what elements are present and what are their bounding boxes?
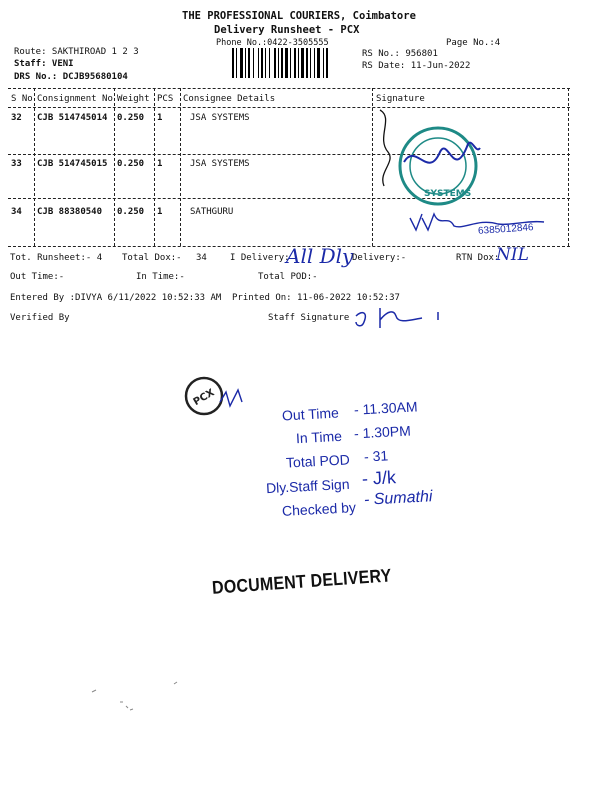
barcode-bar — [269, 48, 270, 78]
barcode-bar — [232, 48, 234, 78]
row-consignee: JSA SYSTEMS — [190, 113, 250, 123]
row-pcs: 1 — [157, 207, 163, 217]
header-weight: Weight — [117, 94, 150, 104]
staff-signature — [352, 306, 452, 330]
col-divider — [34, 88, 35, 246]
header-sno: S No — [11, 94, 33, 104]
barcode-bar — [314, 48, 315, 78]
hw-total-pod-value: - 31 — [363, 447, 389, 465]
company-title: THE PROFESSIONAL COURIERS, Coimbatore — [182, 10, 416, 22]
row-weight: 0.250 — [117, 207, 145, 217]
pcx-round-stamp — [180, 372, 260, 432]
out-time: Out Time:- — [10, 272, 65, 282]
row-consignment: CJB 514745014 — [37, 113, 108, 123]
company-seal — [394, 124, 486, 210]
table-header-rule — [8, 107, 570, 108]
barcode-bar — [248, 48, 250, 78]
row-weight: 0.250 — [117, 159, 145, 169]
header-signature: Signature — [376, 94, 425, 104]
barcode-bar — [261, 48, 263, 78]
barcode-bar — [294, 48, 296, 78]
barcode-bar — [317, 48, 320, 78]
barcode-bar — [278, 48, 279, 78]
hw-out-time-value: - 11.30AM — [353, 398, 418, 418]
hw-out-time-label: Out Time — [281, 404, 340, 424]
row-sno: 32 — [11, 113, 22, 123]
barcode-bar — [298, 48, 299, 78]
hw-in-time-value: - 1.30PM — [353, 422, 412, 442]
document-delivery-stamp: DOCUMENT DELIVERY — [211, 566, 393, 599]
header-pcs: PCS — [157, 94, 174, 104]
barcode-bar — [285, 48, 288, 78]
barcode-bar — [281, 48, 283, 78]
hw-in-time-label: In Time — [295, 427, 343, 447]
svg-text:PCX: PCX — [191, 387, 217, 409]
hw-checked-by-label: Checked by — [281, 499, 357, 519]
row-consignment: CJB 88380540 — [37, 207, 103, 217]
rtn-dox-value: NIL — [496, 245, 529, 265]
row-pcs: 1 — [157, 113, 163, 123]
col-divider — [568, 88, 569, 246]
i-delivery: I Delivery: — [230, 253, 290, 263]
in-time: In Time:- — [136, 272, 185, 282]
rs-date: RS Date: 11-Jun-2022 — [362, 61, 471, 71]
header-consignee: Consignee Details — [183, 94, 276, 104]
barcode-bar — [253, 48, 254, 78]
row-consignment: CJB 514745015 — [37, 159, 108, 169]
rs-number: RS No.: 956801 — [362, 49, 438, 59]
delivery: Delivery:- — [352, 253, 407, 263]
svg-text:SYSTEMS: SYSTEMS — [424, 189, 472, 199]
barcode-bar — [290, 48, 291, 78]
barcode-bar — [326, 48, 328, 78]
total-pod: Total POD:- — [258, 272, 318, 282]
row-consignee: SATHGURU — [190, 207, 234, 217]
table-top-rule — [8, 88, 570, 89]
page-number: Page No.:4 — [446, 38, 501, 48]
barcode-bar — [301, 48, 304, 78]
phone-note: 6385012846 — [477, 222, 534, 237]
row-consignee: JSA SYSTEMS — [190, 159, 250, 169]
barcode-bar — [236, 48, 237, 78]
barcode-bar — [274, 48, 276, 78]
printed-on: Printed On: 11-06-2022 10:52:37 — [232, 293, 400, 303]
col-divider — [372, 88, 373, 246]
rtn-dox: RTN Dox: — [456, 253, 500, 263]
hw-total-pod-label: Total POD — [285, 451, 351, 471]
staff: Staff: VENI — [14, 59, 74, 69]
drs-number: DRS No.: DCJB95680104 — [14, 72, 128, 82]
row-pcs: 1 — [157, 159, 163, 169]
col-divider — [114, 88, 115, 246]
verified-by: Verified By — [10, 313, 70, 323]
barcode-bar — [306, 48, 308, 78]
barcode — [230, 48, 354, 78]
barcode-bar — [265, 48, 266, 78]
all-delivered-note: All Dly — [286, 244, 354, 268]
header-consignment: Consignment No — [37, 94, 113, 104]
col-divider — [180, 88, 181, 246]
phone-number: Phone No.:0422-3505555 — [216, 38, 329, 48]
barcode-bar — [245, 48, 246, 78]
hw-staff-sign-label: Dly.Staff Sign — [265, 475, 350, 497]
scan-specks — [90, 680, 210, 720]
barcode-bar — [258, 48, 259, 78]
entered-by: Entered By :DIVYA 6/11/2022 10:52:33 AM — [10, 293, 222, 303]
total-dox-value: 34 — [196, 253, 207, 263]
barcode-bar — [323, 48, 324, 78]
hw-checked-by-value: - Sumathi — [363, 488, 433, 509]
staff-signature-label: Staff Signature — [268, 313, 350, 323]
row-sno: 33 — [11, 159, 22, 169]
runsheet-subtitle: Delivery Runsheet - PCX — [214, 24, 360, 36]
barcode-bar — [240, 48, 243, 78]
total-dox: Total Dox:- — [122, 253, 182, 263]
barcode-bar — [310, 48, 311, 78]
tot-runsheet: Tot. Runsheet:- 4 — [10, 253, 103, 263]
hw-staff-sign-value: - J/k — [361, 467, 397, 489]
row-sno: 34 — [11, 207, 22, 217]
route: Route: SAKTHIROAD 1 2 3 — [14, 47, 139, 57]
row-weight: 0.250 — [117, 113, 145, 123]
col-divider — [154, 88, 155, 246]
